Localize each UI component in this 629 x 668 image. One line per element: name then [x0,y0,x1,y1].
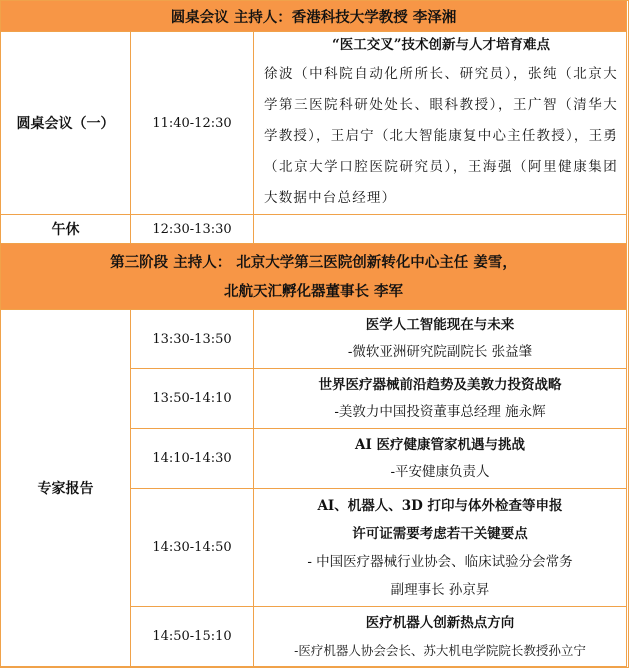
stage3-header-line1: 第三阶段 主持人： 北京大学第三医院创新转化中心主任 姜雪， [110,253,517,271]
talk-title-line1: AI、机器人、3D 打印与体外检查等申报 [317,497,563,514]
roundtable-title: “医工交叉”技术创新与人才培育难点 [331,37,551,53]
talk-speaker: -美敦力中国投资董事总经理 施永辉 [334,403,546,420]
roundtable-header: 圆桌会议 主持人：香港科技大学教授 李泽湘 [1,1,627,32]
talk-speaker-line1: - 中国医疗器械行业协会、临床试验分会常务 [307,553,573,570]
talk-speaker: -微软亚洲研究院副院长 张益肇 [347,344,533,360]
talk-time: 14:50-15:10 [131,607,254,667]
talk-title-line2: 许可证需要考虑若干关键要点 [352,525,528,542]
talk-title: 医学人工智能现在与未来 [365,317,515,333]
talk-time: 14:30-14:50 [131,489,254,607]
roundtable-label: 圆桌会议（一） [1,32,131,215]
lunch-label: 午休 [1,215,131,244]
talk-title: 世界医疗器械前沿趋势及美敦力投资战略 [318,376,562,393]
lunch-time: 12:30-13:30 [131,215,254,244]
talk-time: 14:10-14:30 [131,429,254,489]
stage3-header-line2: 北航天汇孵化器董事长 李军 [223,282,404,300]
talk-speaker-line2: 副理事长 孙京昇 [390,581,490,598]
talk-speaker: -医疗机器人协会会长、苏大机电学院院长教授孙立宁 [294,642,586,658]
talk-time: 13:50-14:10 [131,369,254,429]
talk-speaker: -平安健康负责人 [390,463,490,480]
talk-title: 医疗机器人创新热点方向 [365,614,515,631]
roundtable-participants: 徐波（中科院自动化所所长、研究员），张纯（北京大学第三医院科研处处长、眼科教授），王广智（清华大学教授），王启宁（北大智能康复中心主任教授），王勇（北京大学口腔医院研究员），王海强（阿里健康集团大数据中台总经理） [264,66,618,206]
expert-label: 专家报告 [1,310,131,667]
roundtable-time: 11:40-12:30 [131,32,254,215]
talk-title: AI 医疗健康管家机遇与挑战 [355,436,525,453]
talk-time: 13:30-13:50 [131,310,254,369]
